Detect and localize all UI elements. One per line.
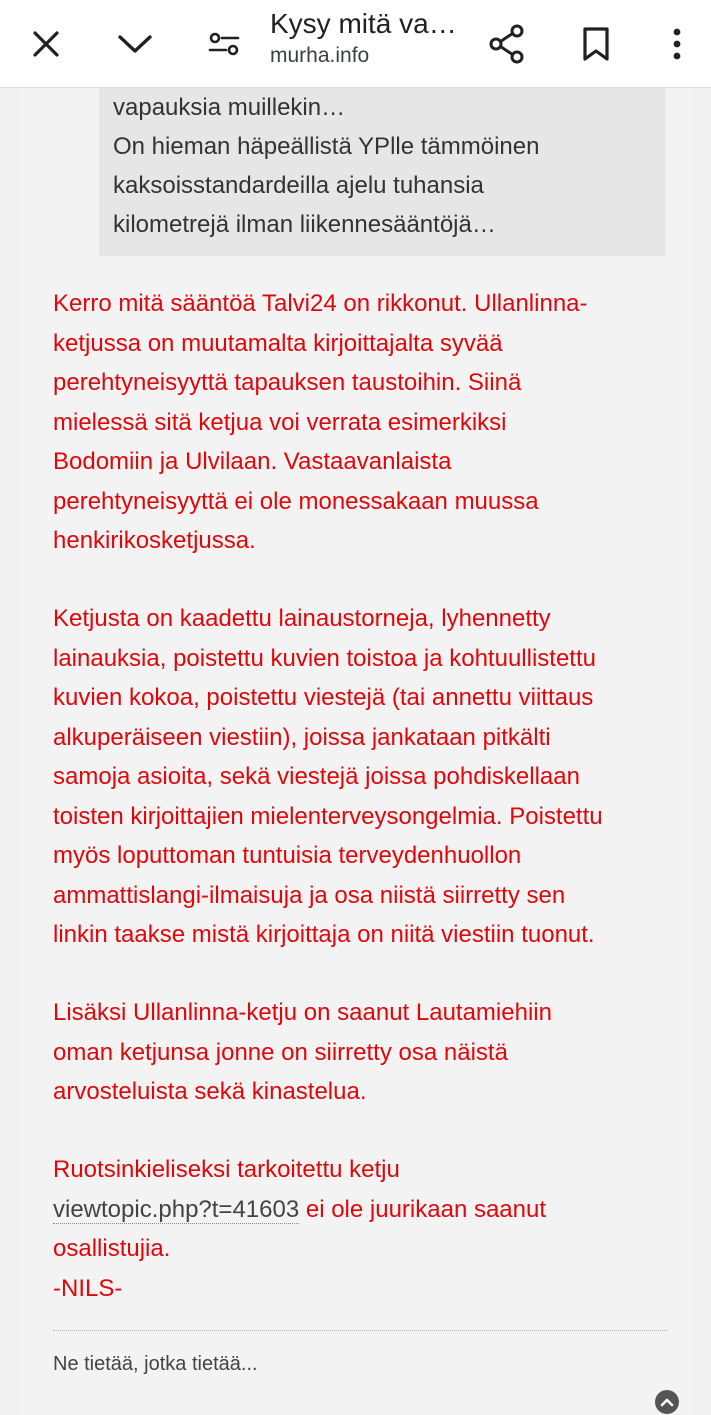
text-line	[53, 1190, 546, 1230]
chevron-up-icon	[660, 1397, 674, 1407]
text-line: ammattislangi-ilmaisuja ja osa niistä siirretty sen	[53, 881, 566, 909]
text-line: Ketjusta on kaadettu lainaustorneja, lyhennetty	[53, 605, 551, 632]
signature-divider	[53, 1330, 667, 1331]
quote-line: kaksoisstandardeilla ajelu tuhansia	[113, 172, 484, 199]
text-fragment: ei ole juurikaan saanut	[299, 1195, 547, 1223]
bookmark-icon	[581, 26, 611, 62]
minimize-button[interactable]	[105, 14, 165, 74]
text-line: Ruotsinkieliseksi tarkoitettu ketju	[53, 1156, 400, 1183]
text-line: kuvien kokoa, poistettu viestejä (tai annettu viittaus	[53, 684, 594, 711]
browser-toolbar	[0, 0, 711, 88]
scroll-to-top-button[interactable]	[655, 1390, 679, 1414]
text-line: osallistujia.	[53, 1235, 171, 1262]
text-line: samoja asioita, sekä viestejä joissa pohdiskellaan	[53, 763, 580, 790]
moderator-paragraph-1	[53, 284, 588, 561]
text-line: mielessä sitä ketjua voi verrata esimerkiksi	[53, 408, 507, 436]
text-line: perehtyneisyyttä tapauksen taustoihin. Siinä	[53, 369, 522, 396]
topic-link[interactable]: viewtopic.php?t=41603	[53, 1195, 300, 1223]
page-domain[interactable]: murha.info	[270, 44, 370, 67]
close-icon	[31, 29, 61, 59]
text-line: lainauksia, poistettu kuvien toistoa ja kohtuullistettu	[53, 644, 596, 672]
text-line: Bodomiin ja Ulvilaan. Vastaavanlaista	[53, 448, 452, 475]
moderator-paragraph-2	[53, 599, 603, 955]
quote-line: kilometrejä ilman liikennesääntöjä…	[113, 211, 496, 238]
text-line: myös loputtoman tuntuisia terveydenhuollon	[53, 842, 522, 869]
text-line: Kerro mitä sääntöä Talvi24 on rikkonut. Ullanlinna-	[53, 290, 588, 317]
text-line: alkuperäiseen viestiin), joissa jankataan pitkälti	[53, 723, 551, 751]
text-line: linkin taakse mistä kirjoittaja on niitä viestiin tuonut.	[53, 921, 595, 948]
bookmark-button[interactable]	[566, 14, 626, 74]
moderator-paragraph-4	[53, 1150, 546, 1308]
moderator-signoff: -NILS-	[53, 1274, 123, 1302]
site-settings-button[interactable]	[194, 14, 254, 74]
text-line: oman ketjunsa jonne on siirretty osa näistä	[53, 1038, 508, 1066]
more-options-button[interactable]	[647, 14, 707, 74]
share-button[interactable]	[477, 14, 537, 74]
text-line: ketjussa on muutamalta kirjoittajalta syvää	[53, 329, 503, 357]
quote-line: vapauksia muillekin…	[113, 94, 346, 121]
site-settings-icon	[208, 30, 240, 58]
forum-post	[19, 88, 693, 1415]
share-icon	[489, 24, 525, 64]
text-line: perehtyneisyyttä ei ole monessakaan muussa	[53, 487, 539, 515]
moderator-paragraph-3	[53, 993, 552, 1112]
more-vert-icon	[671, 27, 683, 61]
page-title[interactable]: Kysy mitä va…	[270, 8, 457, 39]
text-line: arvosteluista sekä kinastelua.	[53, 1078, 367, 1105]
text-line: toisten kirjoittajien mielenterveysongelmia. Poistettu	[53, 802, 603, 830]
chevron-down-icon	[117, 32, 153, 56]
close-tab-button[interactable]	[16, 14, 76, 74]
text-line: Lisäksi Ullanlinna-ketju on saanut Lautamiehiin	[53, 999, 552, 1026]
text-line: henkirikosketjussa.	[53, 527, 256, 554]
user-signature: Ne tietää, jotka tietää...	[53, 1353, 258, 1375]
web-page	[0, 88, 711, 1415]
quote-line: On hieman häpeällistä YPlle tämmöinen	[113, 133, 540, 160]
quote-block	[99, 88, 665, 256]
